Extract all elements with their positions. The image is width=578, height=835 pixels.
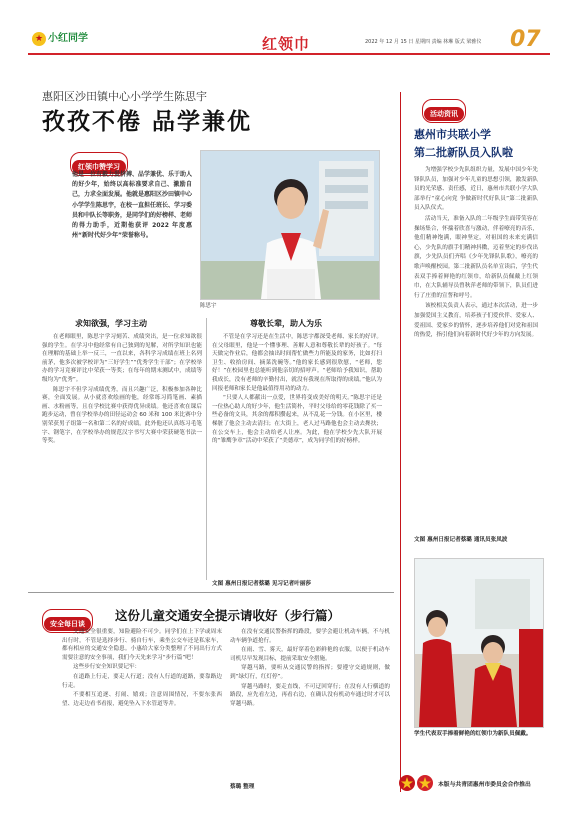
footer-note: 本版与共青团惠州市委员会合作推出 — [438, 782, 531, 788]
sidebar-byline: 文图 惠州日报记者蔡璐 通讯员张凤波 — [414, 537, 508, 543]
safety-byline: 蔡璐 整理 — [230, 784, 255, 790]
paragraph: 该校相关负责人表示，通过本次活动，进一步加强爱国主义教育，培养孩子们爱伙伴、爱家人、爱祖国、爱家乡的情怀，逐步培养他们对党和祖国的热爱，指引他们向着新时代好少年的方向发展。 — [414, 303, 538, 339]
paragraph: 在道路上行走，要走人行道；没有人行道的道路，要靠路边行走。 — [62, 673, 222, 689]
paragraph: 活动当天，准备入队的二年级学生面带笑容在操场集合，怀揣着欣喜与激动，伴着嘹亮的音乐，他们精神饱满，眼神坚定，对祖国的未来充满信心，少先队的旗手们精神抖擞，迈着坚定的步伐出旗，少先队员们齐唱《少年先锋队队歌》，嘹亮的歌声唤醒校园。第二批新队员名单宣读后，学生代表双手捧着鲜艳的红领巾，给新队员佩戴上红领巾，在大队辅导员曾秋萍老师的带领下，队员们进行了庄重的宣誓和呼号。 — [414, 215, 538, 299]
masthead-logo — [32, 29, 88, 46]
lead-photo — [200, 150, 380, 300]
paragraph: 交通安全很重要，知险避险不可少。同学们在上下学或周末出行时，不管是选择步行、骑自行车，乘坐公交车还是私家车，都有相应的交通安全隐患。小惠给大家分类整理了不同出行方式需要注意的安全事项，我们今天先来学习“步行篇”吧！ — [62, 629, 222, 661]
lead-intro: 他是一位有毅力爱拼搏、品学兼优、乐于助人的好少年，始终以高标准要求自己、激励自己，力求全面发展。他就是惠阳区沙田镇中心小学学生陈思宇，在校一直担任班长、学习委员和中队长等职务，是同学们的好榜样、老师的得力助手，近期他获评 2022 年度惠州“新时代好少年”荣誉称号。 — [72, 171, 193, 240]
sidebar-photo-caption: 学生代表双手捧着鲜艳的红领巾为新队员佩戴。 — [414, 731, 532, 737]
paragraph: “只要人人都献出一点爱，世界将变成美好的明天。”陈思宇还是一位热心助人的好少年，他生活简朴，平时父母给的零花钱除了买一些必备的文具，其余的都积攒起来，从不乱花一分钱。在小区里，楼梯脏了他会主动去清扫；在大街上，老人过马路他也会主动去搀扶；在公交车上，他会主动给老人让座。为此，他在学校少先大队开展的“雏鹰争章”活动中荣获了“美德章”，成为同学们的好榜样。 — [212, 395, 382, 445]
logo-badge-icon: ★ — [32, 32, 46, 46]
sidebar-photo — [414, 558, 544, 728]
lead-photo-caption: 陈思宇 — [200, 303, 217, 309]
paragraph: 穿越马路，要听从交通民警的指挥；要遵守交通规则，做到“绿灯行，红灯停”。 — [230, 665, 390, 680]
paragraph: 陈思宇不但学习成绩优秀，而且兴趣广泛，积极参加各种比赛，全面发展。从小就喜欢绘画的他，经常练习简笔画、素描画、水粉画等，且在学校比赛中获得优异成绩。他还喜欢在课后跑步运动，曾在学校举办的田径运动会 60 米和 100 米比赛中分别荣获男子组第一名和第二名的好成绩。此外他还认真练习毛笔字、钢笔字，在学校举办的规范汉字书写大赛中荣获硬笔书法一等奖。 — [42, 386, 202, 445]
lead-kicker: 惠阳区沙田镇中心小学学生陈思宇 — [42, 90, 207, 103]
masthead-rule — [28, 53, 550, 55]
league-emblem-icons — [398, 774, 434, 792]
column-divider — [206, 318, 207, 580]
paragraph: 在雨、雪、雾天，最好穿着色彩鲜艳的衣服，以便于机动车司机尽早发现目标，提前采取安全措施。 — [230, 647, 390, 662]
paragraph: 不要相互追逐、打闹、嬉戏；注意周围情况，不要东张西望、边走边看书看报，避免坠入下水管道等井。 — [62, 692, 222, 707]
safety-tag-label: 安全每日谈 — [44, 617, 91, 631]
safety-headline: 这份儿童交通安全提示请收好（步行篇） — [115, 608, 341, 623]
sidebar-rule — [400, 92, 401, 792]
safety-col1-body — [62, 628, 222, 709]
lead-col2-body — [212, 333, 382, 447]
sidebar-tag — [422, 99, 466, 123]
lead-col1-heading: 求知欲强，学习主动 — [75, 319, 147, 328]
issue-meta: 2022 年 12 月 15 日 星期四 责编 林琳 版式 梁雅仪 — [365, 39, 482, 45]
footer-emblems — [398, 774, 434, 796]
logo-text: 小红同学 — [48, 33, 88, 44]
lead-tag-label: 红领巾赞学习 — [72, 160, 126, 174]
section-divider — [28, 592, 394, 593]
paragraph: 不管是在学习还是在生活中，陈思宇都深受老师、家长的好评。在父母眼里，他是一个懂事理、善解人意和尊敬长辈的好孩子。“每天做完作业后，他都会抽出时间帮忙做些力所能及的家务，比如打扫卫生、收拾房间、摘菜洗碗等。”他的家长感到很欣慰，“老师，您好！”在校园里也总能听到他亲切的招呼声。“老师给予我知识，帮助我成长，没有老师的辛勤付出，就没有我现在所取得的成绩。”他认为回报老师和家长是他最值得用功的动力。 — [212, 334, 382, 392]
scarf-ceremony-image — [415, 559, 543, 727]
sidebar-body — [414, 166, 538, 342]
page-number: 07 — [510, 27, 541, 52]
paragraph: 为增强学校少先队组织力量，发展中国少年先锋队队员，加强对少年儿童的思想引领，激发新队员的光荣感、责任感，近日，惠州市共联小学大队部举行“童心向党 争做新时代好队员”第二批新队员入队仪式。 — [414, 167, 538, 212]
safety-col2-body — [230, 628, 390, 709]
paragraph: 穿越马路时，要走直线，不可迂回穿行；在没有人行横道的路段，应先看左边，再看右边，在确认没有机动车通过时才可以穿越马路。 — [230, 683, 390, 707]
paragraph: 在老师眼里，陈思宇学习刻苦、成绩突出，是一位求知欲很强的学生。在学习中他经常有自己独到的见解，对所学知识也能在理解的基础上举一反三，一直以来，各科学习成绩在班上名列前茅，他多次被学校评为“三好学生”“优秀学生干部”；在学校举办的学习竞赛评比中荣获一等奖；在每年的期末测试中，成绩等级均为“优秀”。 — [42, 334, 202, 383]
sidebar-headline-1: 惠州市共联小学 — [414, 128, 491, 141]
paragraph: 在没有交通民警指挥的路段，要学会避让机动车辆，不与机动车辆争道抢行。 — [230, 629, 390, 644]
paragraph: 这些步行安全知识要记牢： — [73, 664, 141, 671]
lead-col1-body — [42, 333, 202, 447]
lead-col2-heading: 尊敬长辈，助人为乐 — [250, 319, 322, 328]
lead-byline: 文图 惠州日报记者蔡璐 见习记者叶丽莎 — [212, 581, 311, 587]
lead-headline: 孜孜不倦 品学兼优 — [42, 109, 253, 135]
section-name: 红领巾 — [262, 35, 311, 53]
sidebar-tag-label: 活动资讯 — [424, 107, 464, 121]
student-portrait-image — [201, 151, 379, 299]
sidebar-headline-2: 第二批新队员入队啦 — [414, 146, 513, 159]
